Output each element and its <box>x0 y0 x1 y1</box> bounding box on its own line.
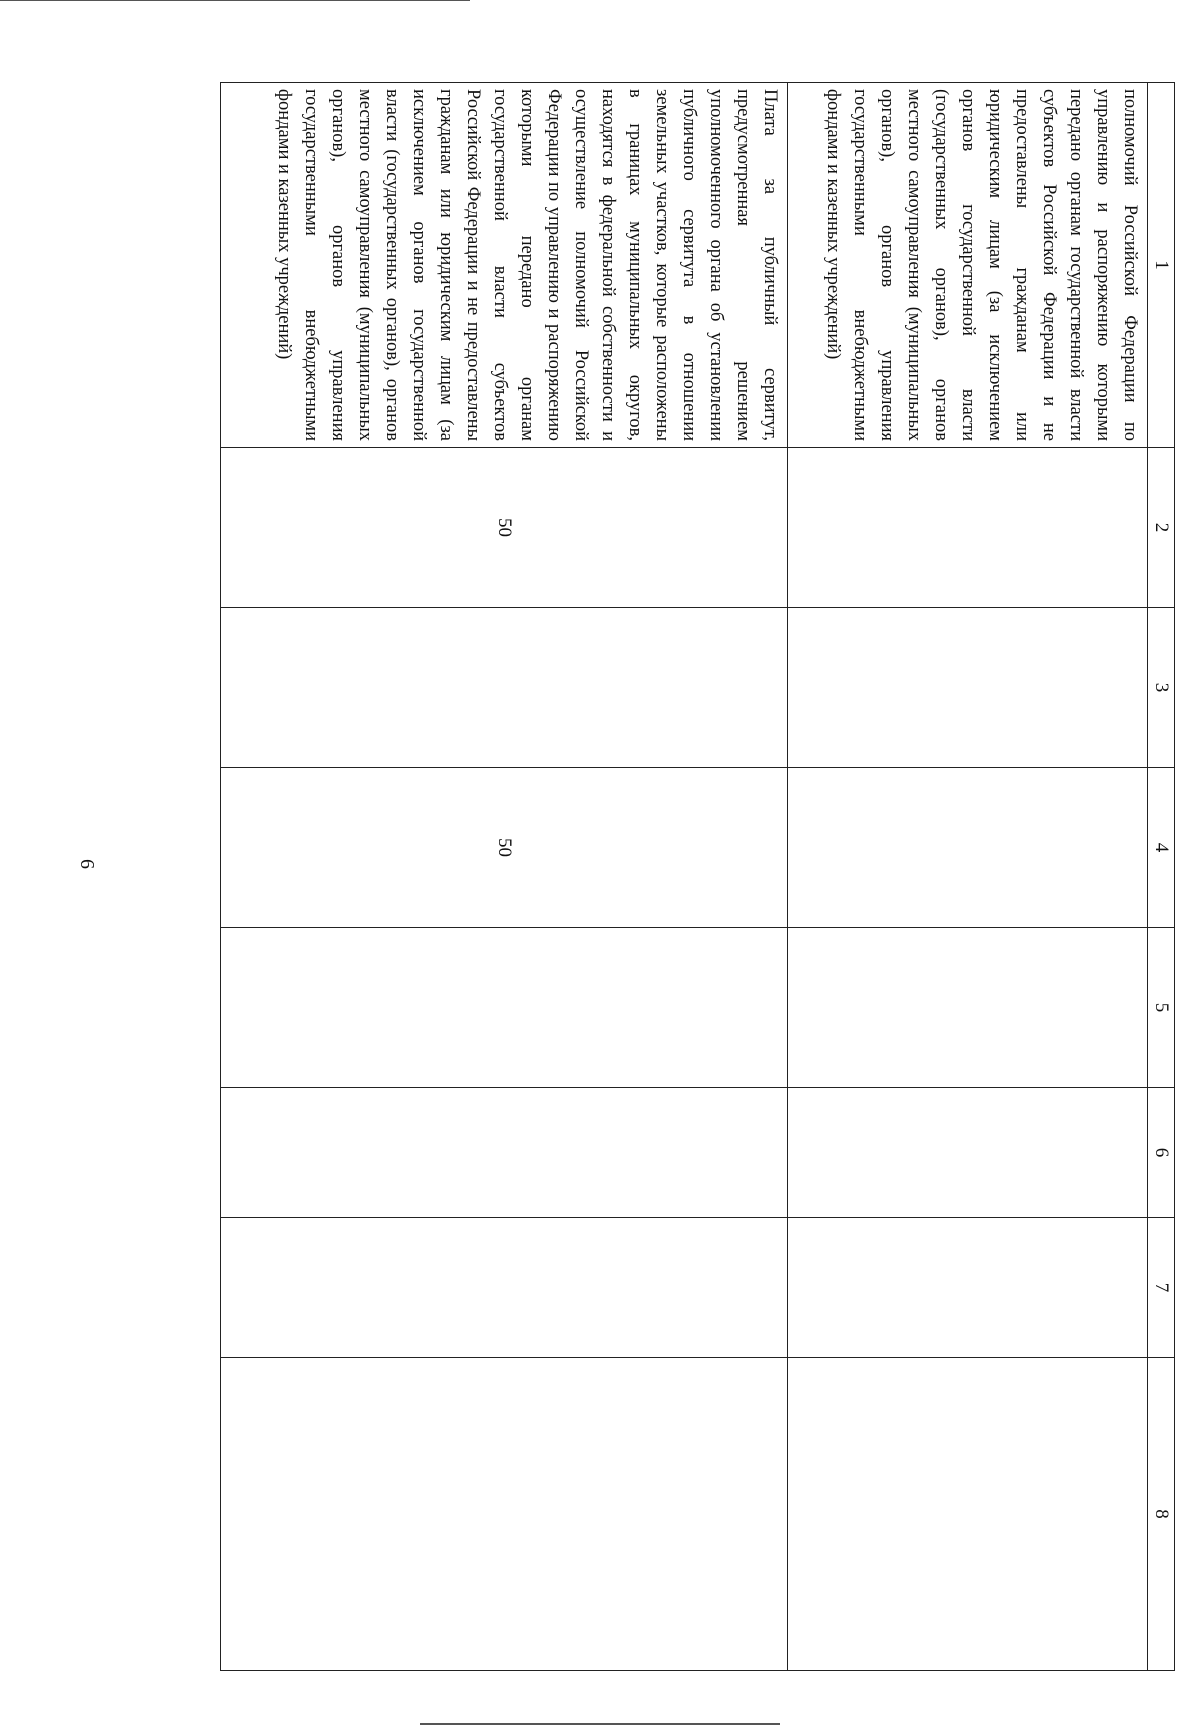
table-cell <box>788 768 1148 928</box>
scan-edge-top <box>0 0 470 1</box>
scan-edge-bottom <box>420 1723 780 1725</box>
table-cell <box>788 448 1148 608</box>
column-header: 8 <box>1148 1358 1175 1671</box>
row-description: полномочий Российской Федерации по управлению и распоряжению которыми передано органам государственной власти субъектов Российской Федерации и не предоставлены гражданам или юридическим лицам (за исключением органов государственной власти (государственных органов), органов местного самоуправления (муниципальных органов), органов управления государственными внебюджетными фондами и казенных учреждений) <box>788 83 1148 448</box>
column-header: 6 <box>1148 1088 1175 1218</box>
table-cell <box>221 928 788 1088</box>
table-cell <box>788 1358 1148 1671</box>
table-cell <box>221 1218 788 1358</box>
column-header: 5 <box>1148 928 1175 1088</box>
table-cell <box>788 1218 1148 1358</box>
table-cell <box>788 928 1148 1088</box>
budget-table <box>220 82 1175 1671</box>
table-cell <box>788 1088 1148 1218</box>
column-header: 7 <box>1148 1218 1175 1358</box>
table-cell: 50 <box>221 448 788 608</box>
row-description: Плата за публичный сервитут, предусмотренная решением уполномоченного органа об установлении публичного сервитута в отношении земельных участков, которые расположены в границах муниципальных округов, находятся в федеральной собственности и осуществление полномочий Российской Федерации по управлению и распоряжению которыми передано органам государственной власти субъектов Российской Федерации и не предоставлены гражданам или юридическим лицам (за исключением органов государственной власти (государственных органов), органов местного самоуправления (муниципальных органов), органов управления государственными внебюджетными фондами и казенных учреждений) <box>221 83 788 448</box>
table-cell: 50 <box>221 768 788 928</box>
table-cell <box>221 1088 788 1218</box>
column-header: 1 <box>1148 83 1175 448</box>
table-row <box>788 83 1148 1671</box>
table-cell <box>788 608 1148 768</box>
table-cell <box>221 608 788 768</box>
rotated-table-sheet <box>220 82 1175 1670</box>
column-header: 4 <box>1148 768 1175 928</box>
table-cell <box>221 1358 788 1671</box>
table-header-row <box>1148 83 1175 1671</box>
column-header: 2 <box>1148 448 1175 608</box>
column-header: 3 <box>1148 608 1175 768</box>
page-number: 6 <box>76 859 98 869</box>
table-row <box>221 83 788 1671</box>
